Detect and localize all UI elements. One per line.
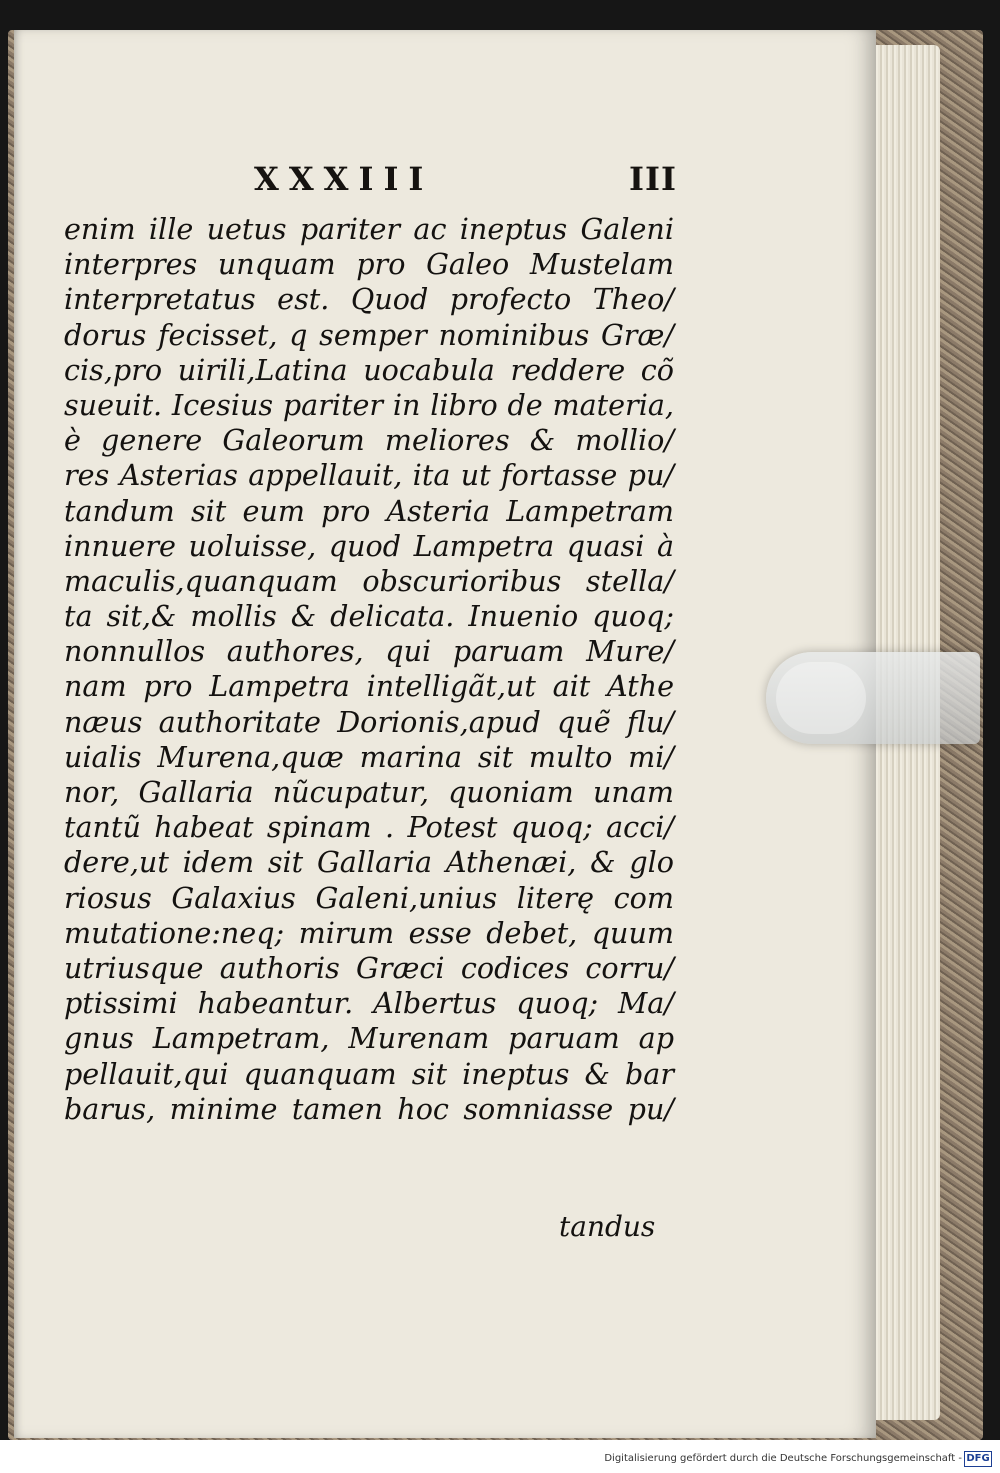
text-line: enim ille uetus pariter ac ineptus Galeni xyxy=(64,212,674,246)
text-line: nonnullos authores, qui paruam Mure/ xyxy=(64,634,674,669)
text-line: pellauit,qui quanquam sit ineptus & bar xyxy=(64,1056,674,1091)
text-line: dere,ut idem sit Gallaria Athenæi, & glo xyxy=(64,845,674,880)
page-header xyxy=(74,160,694,200)
text-line: interpres unquam pro Galeo Mustelam xyxy=(64,247,674,282)
text-line: è genere Galeorum meliores & mollio/ xyxy=(64,423,674,458)
text-line: ta sit,& mollis & delicata. Inuenio quoq; xyxy=(64,599,674,634)
text-line: ptissimi habeantur. Albertus quoq; Ma/ xyxy=(64,986,674,1021)
text-line: sueuit. Icesius pariter in libro de materia, xyxy=(64,387,674,422)
text-line: tandum sit eum pro Asteria Lampetram xyxy=(64,493,674,528)
dfg-logo: DFG xyxy=(964,1451,992,1467)
text-line: nor, Gallaria nũcupatur, quoniam unam xyxy=(64,775,674,809)
text-line: utriusque authoris Græci codices corru/ xyxy=(64,950,674,985)
body-text xyxy=(64,212,674,1127)
running-head: XXXIII xyxy=(254,160,434,198)
text-line: riosus Galaxius Galeni,unius literę com xyxy=(64,880,674,915)
book-page xyxy=(14,30,876,1438)
text-line: barus, minime tamen hoc somniasse pu/ xyxy=(64,1091,674,1126)
text-line: uialis Murena,quæ marina sit multo mi/ xyxy=(64,739,674,774)
page-clip xyxy=(766,652,980,744)
text-line: cis,pro uirili,Latina uocabula reddere cõ xyxy=(64,352,674,387)
text-line: dorus fecisset, q semper nominibus Græ/ xyxy=(64,317,674,352)
text-line: res Asterias appellauit, ita ut fortasse pu/ xyxy=(64,458,674,493)
text-line: maculis,quanquam obscurioribus stella/ xyxy=(64,563,674,598)
text-line: innuere uoluisse, quod Lampetra quasi à xyxy=(64,528,674,563)
catchword: tandus xyxy=(559,1210,656,1243)
text-line: næus authoritate Dorionis,apud quẽ flu/ xyxy=(64,704,674,739)
digitization-credit: Digitalisierung gefördert durch die Deutsche Forschungsgemeinschaft - xyxy=(604,1453,962,1464)
text-line: mutatione:neq; mirum esse debet, quum xyxy=(64,915,674,950)
text-line: tantũ habeat spinam . Potest quoq; acci/ xyxy=(64,810,674,845)
text-line: interpretatus est. Quod profecto Theo/ xyxy=(64,282,674,317)
page-clip-highlight xyxy=(776,662,866,734)
folio-number: III xyxy=(629,160,677,198)
text-line: gnus Lampetram, Murenam paruam ap xyxy=(64,1021,674,1056)
text-line: nam pro Lampetra intelligãt,ut ait Athe xyxy=(64,669,674,704)
